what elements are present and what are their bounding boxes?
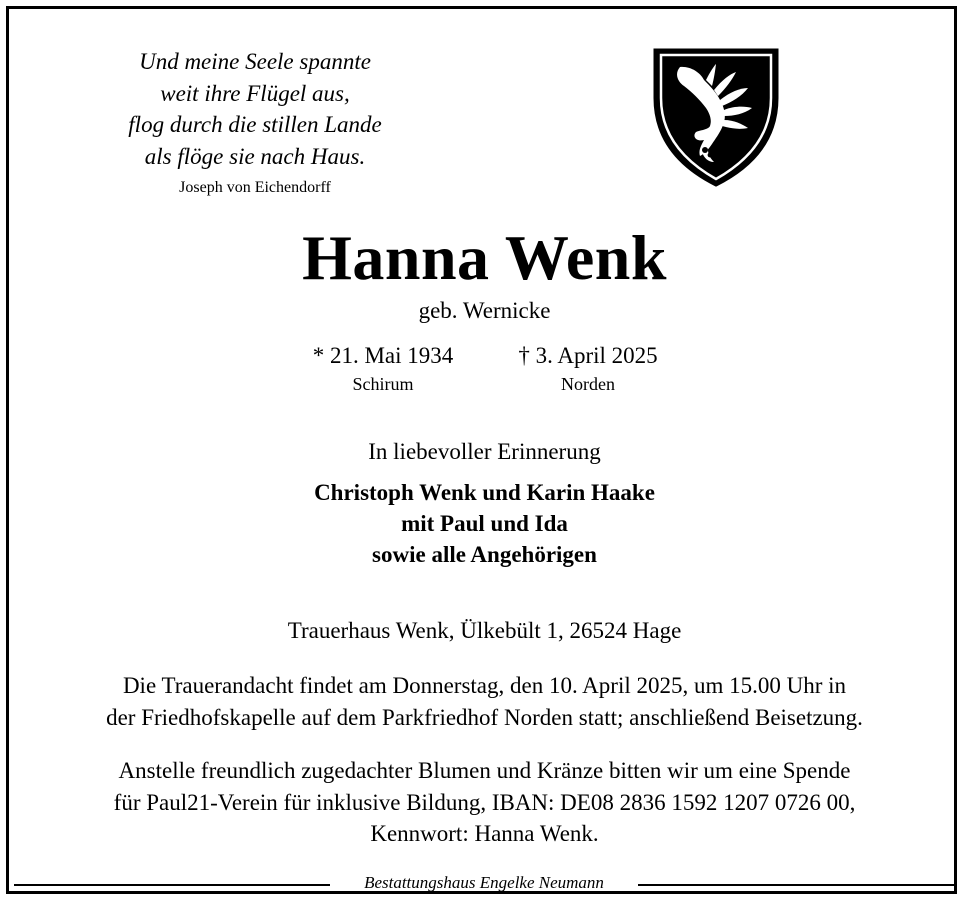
life-dates [0, 340, 969, 400]
footer-rule-right [638, 884, 954, 886]
poem-author: Joseph von Eichendorff [179, 179, 331, 196]
death-place: Norden [561, 374, 615, 394]
poem-line: Und meine Seele spannte [139, 49, 371, 74]
funeral-home-name: Bestattungshaus Engelke Neumann [364, 873, 604, 892]
donation-request [20, 755, 949, 850]
memory-line: In liebevoller Erinnerung [368, 439, 601, 464]
donation-line: Anstelle freundlich zugedachter Blumen und Kränze bitten wir um eine Spende [118, 758, 851, 783]
birth-info [283, 340, 483, 396]
footer-rule-left [14, 884, 330, 886]
family-line: sowie alle Angehörigen [372, 542, 597, 567]
donation-line: für Paul21-Verein für inklusive Bildung, IBAN: DE08 2836 1592 1207 0726 00, [113, 789, 856, 815]
family-line: mit Paul und Ida [401, 511, 568, 536]
poem-quote [90, 46, 420, 198]
service-announcement [20, 670, 949, 733]
mourning-house-address: Trauerhaus Wenk, Ülkebült 1, 26524 Hage [287, 618, 682, 643]
deceased-name: Hanna Wenk [302, 222, 667, 293]
death-date: † 3. April 2025 [518, 343, 658, 368]
poem-line: weit ihre Flügel aus, [160, 80, 350, 106]
poem-line: flog durch die stillen Lande [128, 112, 382, 137]
service-line: der Friedhofskapelle auf dem Parkfriedhof Norden statt; anschließend Beisetzung. [106, 704, 863, 730]
birth-date: * 21. Mai 1934 [312, 343, 454, 368]
service-line: Die Trauerandacht findet am Donnerstag, den 10. April 2025, um 15.00 Uhr in [122, 673, 847, 698]
family-line: Christoph Wenk und Karin Haake [314, 480, 655, 505]
birth-place: Schirum [352, 374, 414, 394]
maiden-name: geb. Wernicke [418, 298, 551, 323]
death-info [488, 340, 688, 396]
funeral-home-footer [0, 870, 969, 896]
coat-of-arms-antler-icon [652, 46, 780, 188]
donation-line: Kennwort: Hanna Wenk. [370, 821, 599, 846]
family-signature [0, 477, 969, 570]
poem-line: als flöge sie nach Haus. [144, 143, 366, 169]
